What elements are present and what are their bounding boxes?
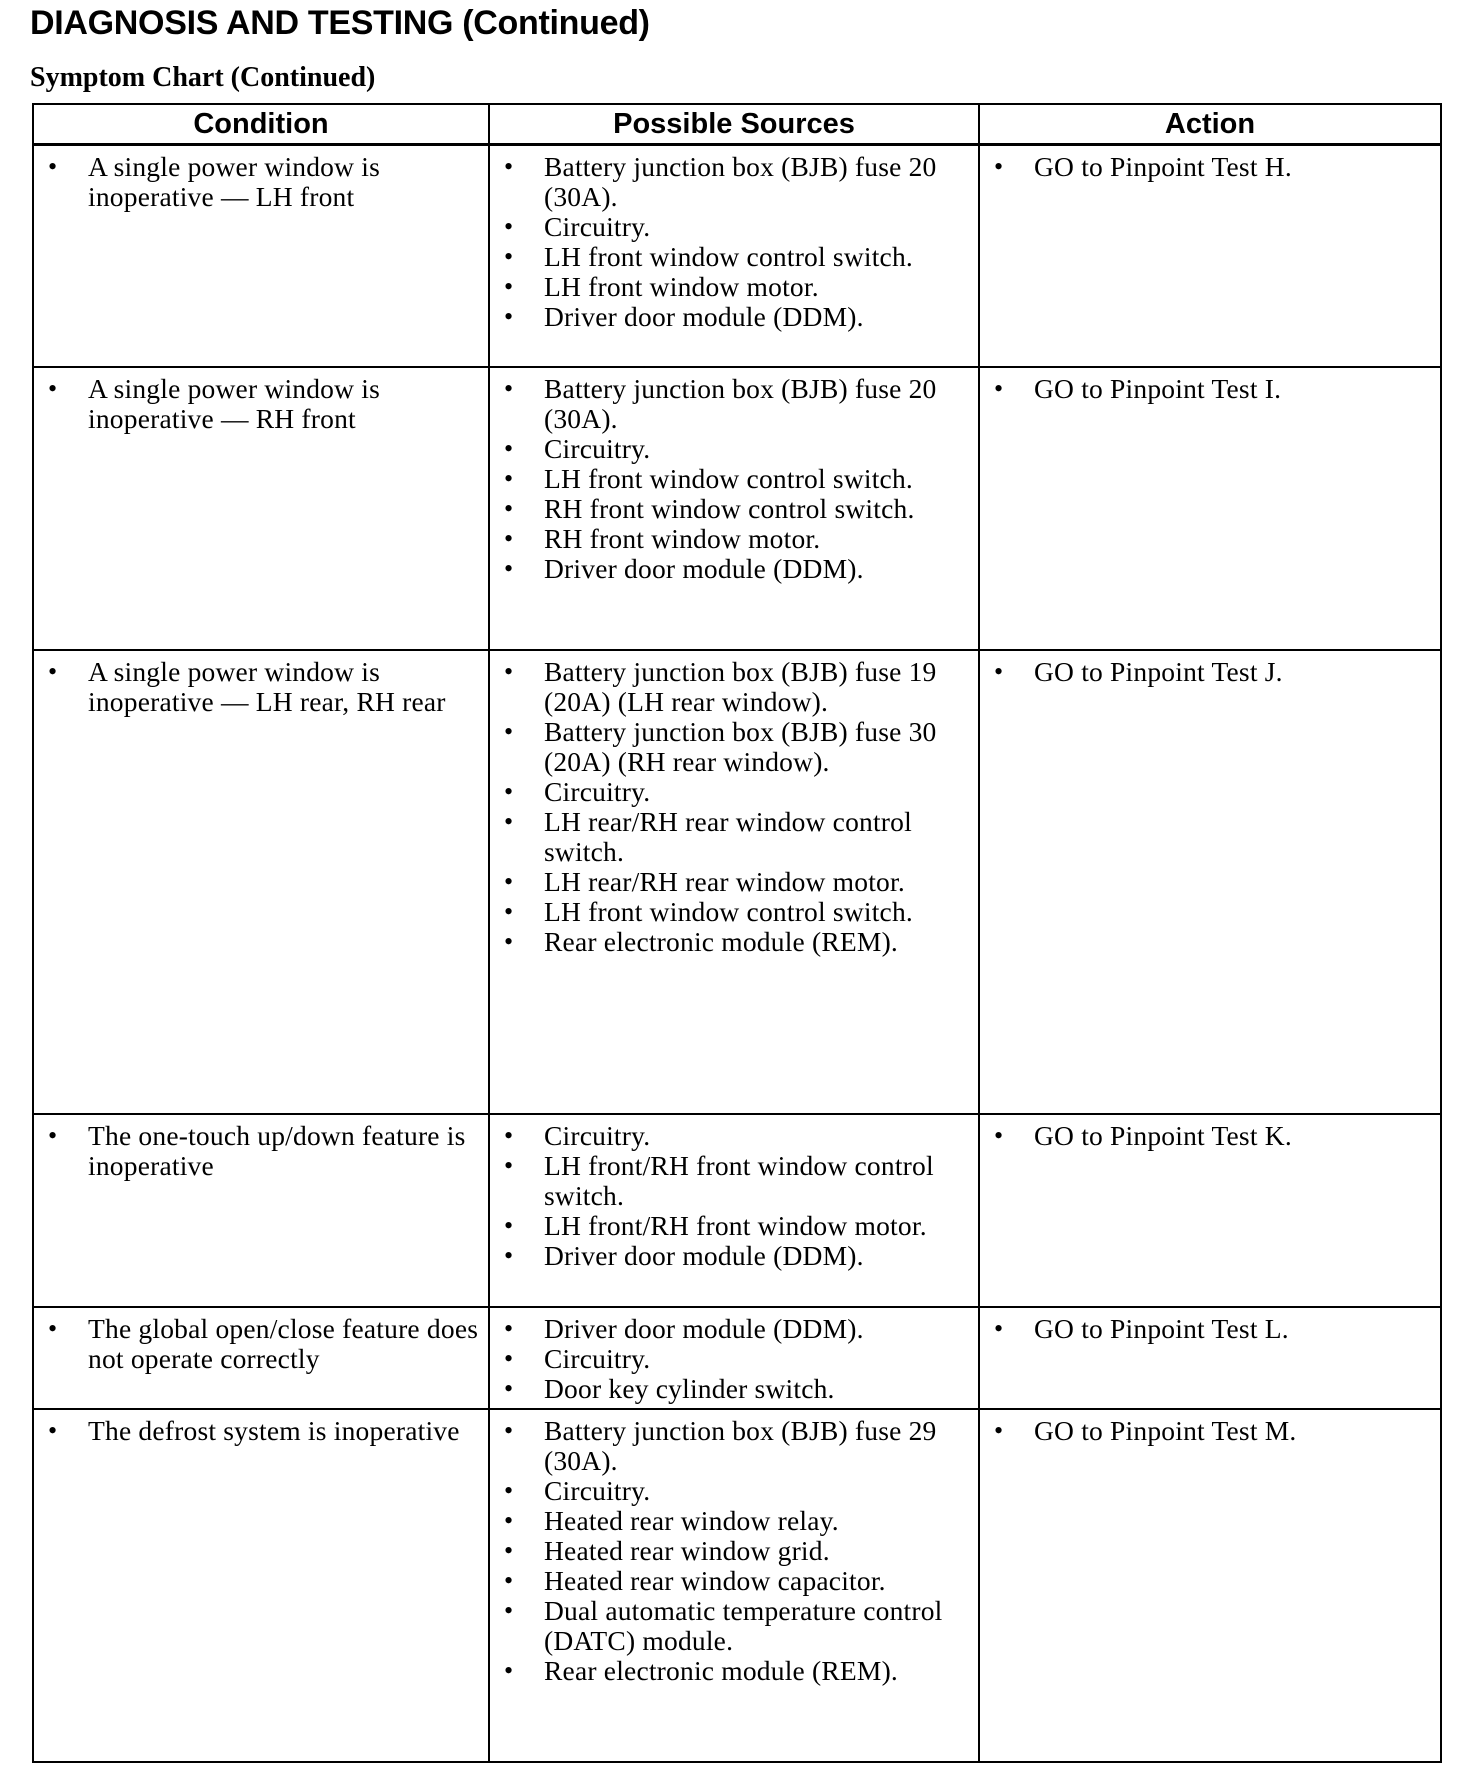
sources-cell: [489, 145, 979, 367]
source-item: • Circuitry.: [490, 777, 972, 807]
action-text: • GO to Pinpoint Test I.: [980, 374, 1434, 404]
source-item: • Circuitry.: [490, 212, 972, 242]
source-item: • LH rear/RH rear window motor.: [490, 867, 972, 897]
source-item: • Circuitry.: [490, 1121, 972, 1151]
condition-text: • The one-touch up/down feature is inoperative: [34, 1121, 482, 1181]
source-item: • Battery junction box (BJB) fuse 30 (20A) (RH rear window).: [490, 717, 972, 777]
table-row: [33, 1409, 1441, 1762]
sources-cell: [489, 1307, 979, 1409]
action-cell: [979, 367, 1441, 650]
action-cell: [979, 145, 1441, 367]
table-row: [33, 650, 1441, 1114]
action-text: • GO to Pinpoint Test M.: [980, 1416, 1434, 1446]
source-item: • RH front window motor.: [490, 524, 972, 554]
source-item: • Circuitry.: [490, 1344, 972, 1374]
action-cell: [979, 1114, 1441, 1307]
source-item: • LH front window control switch.: [490, 897, 972, 927]
symptom-chart-table: [32, 103, 1442, 1763]
source-item: • LH front window control switch.: [490, 464, 972, 494]
chart-subtitle: Symptom Chart (Continued): [30, 62, 376, 93]
source-item: • LH front window control switch.: [490, 242, 972, 272]
condition-text: • A single power window is inoperative — LH rear, RH rear: [34, 657, 482, 717]
action-cell: [979, 650, 1441, 1114]
source-item: • Driver door module (DDM).: [490, 554, 972, 584]
source-item: • Circuitry.: [490, 434, 972, 464]
condition-text: • The defrost system is inoperative: [34, 1416, 482, 1446]
table-header-row: [33, 104, 1441, 145]
condition-text: • A single power window is inoperative — LH front: [34, 152, 482, 212]
source-item: • Battery junction box (BJB) fuse 19 (20A) (LH rear window).: [490, 657, 972, 717]
sources-cell: [489, 367, 979, 650]
source-item: • Heated rear window capacitor.: [490, 1566, 972, 1596]
source-item: • RH front window control switch.: [490, 494, 972, 524]
action-text: • GO to Pinpoint Test H.: [980, 152, 1434, 182]
source-item: • LH rear/RH rear window control switch.: [490, 807, 972, 867]
action-text: • GO to Pinpoint Test K.: [980, 1121, 1434, 1151]
condition-cell: [33, 1114, 489, 1307]
sources-cell: [489, 650, 979, 1114]
page-title: DIAGNOSIS AND TESTING (Continued): [30, 4, 650, 42]
condition-cell: [33, 650, 489, 1114]
source-item: • LH front/RH front window control switch.: [490, 1151, 972, 1211]
sources-cell: [489, 1114, 979, 1307]
source-item: • Battery junction box (BJB) fuse 29 (30A).: [490, 1416, 972, 1476]
source-item: • LH front/RH front window motor.: [490, 1211, 972, 1241]
condition-text: • A single power window is inoperative — RH front: [34, 374, 482, 434]
source-item: • Driver door module (DDM).: [490, 1241, 972, 1271]
source-item: • LH front window motor.: [490, 272, 972, 302]
table-row: [33, 367, 1441, 650]
condition-cell: [33, 367, 489, 650]
source-item: • Circuitry.: [490, 1476, 972, 1506]
source-item: • Heated rear window relay.: [490, 1506, 972, 1536]
source-item: • Dual automatic temperature control (DATC) module.: [490, 1596, 972, 1656]
source-item: • Rear electronic module (REM).: [490, 927, 972, 957]
source-item: • Driver door module (DDM).: [490, 1314, 972, 1344]
source-item: • Rear electronic module (REM).: [490, 1656, 972, 1686]
condition-cell: [33, 145, 489, 367]
source-item: • Driver door module (DDM).: [490, 302, 972, 332]
column-header-possible-sources: Possible Sources: [489, 104, 979, 145]
source-item: • Door key cylinder switch.: [490, 1374, 972, 1404]
action-text: • GO to Pinpoint Test L.: [980, 1314, 1434, 1344]
column-header-condition: Condition: [33, 104, 489, 145]
source-item: • Battery junction box (BJB) fuse 20 (30A).: [490, 152, 972, 212]
table-row: [33, 1307, 1441, 1409]
column-header-action: Action: [979, 104, 1441, 145]
sources-cell: [489, 1409, 979, 1762]
table-row: [33, 1114, 1441, 1307]
condition-text: • The global open/close feature does not operate correctly: [34, 1314, 482, 1374]
condition-cell: [33, 1307, 489, 1409]
action-cell: [979, 1307, 1441, 1409]
table-row: [33, 145, 1441, 367]
source-item: • Heated rear window grid.: [490, 1536, 972, 1566]
source-item: • Battery junction box (BJB) fuse 20 (30A).: [490, 374, 972, 434]
condition-cell: [33, 1409, 489, 1762]
action-cell: [979, 1409, 1441, 1762]
action-text: • GO to Pinpoint Test J.: [980, 657, 1434, 687]
